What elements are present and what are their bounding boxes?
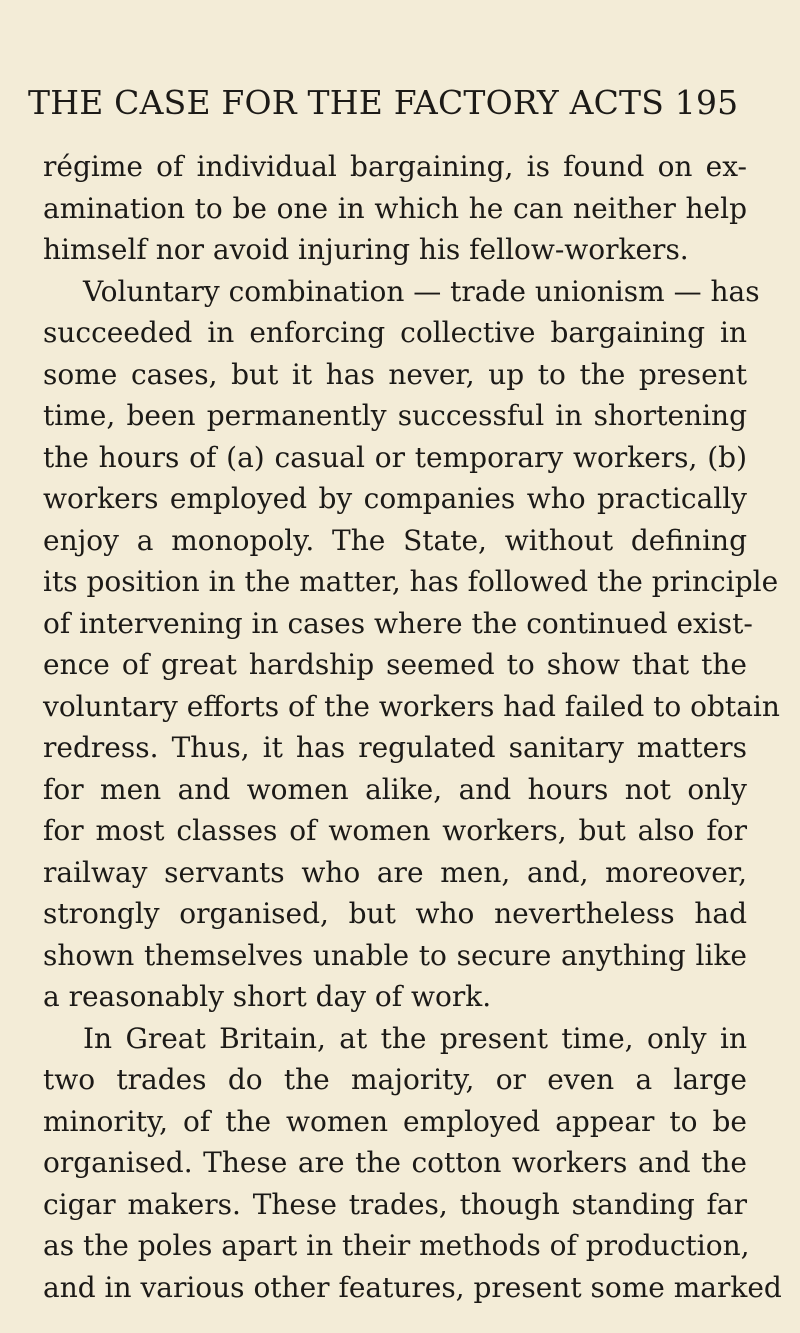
text-line: the hours of (a) casual or temporary workers, (b) (43, 440, 747, 474)
text-line: strongly organised, but who nevertheless had (43, 897, 747, 930)
text-line: In Great Britain, at the present time, only in (83, 1021, 747, 1055)
text-line: and in various other features, present some marked (43, 1270, 782, 1304)
text-line: its position in the matter, has followed the principle (43, 565, 779, 598)
text-line: enjoy a monopoly. The State, without defining (43, 523, 747, 557)
text-line: ence of great hardship seemed to show that the (43, 648, 747, 681)
text-line: minority, of the women employed appear to be (43, 1104, 747, 1138)
text-line: cigar makers. These trades, though standing far (43, 1187, 747, 1221)
text-line: for most classes of women workers, but also for (43, 814, 747, 847)
text-line: redress. Thus, it has regulated sanitary matters (43, 731, 747, 764)
text-line: railway servants who are men, and, moreover, (43, 855, 747, 889)
text-line: workers employed by companies who practically (43, 482, 747, 515)
text-line: for men and women alike, and hours not only (43, 772, 747, 806)
text-line: régime of individual bargaining, is found on ex- (43, 150, 747, 183)
text-line: succeeded in enforcing collective bargaining in (43, 316, 747, 349)
text-line: some cases, but it has never, up to the present (43, 357, 747, 391)
text-line: of intervening in cases where the continued exist- (43, 606, 753, 640)
text-line: himself nor avoid injuring his fellow-workers. (43, 233, 689, 266)
text-line: organised. These are the cotton workers and the (43, 1146, 747, 1179)
text-line: time, been permanently successful in shortening (43, 399, 747, 432)
text-line: amination to be one in which he can neither help (43, 191, 747, 225)
text-line: shown themselves unable to secure anything like (43, 938, 747, 972)
text-line: two trades do the majority, or even a large (43, 1063, 747, 1096)
running-head: THE CASE FOR THE FACTORY ACTS 195 (28, 83, 739, 122)
text-line: as the poles apart in their methods of production, (43, 1229, 750, 1262)
body-text (43, 146, 782, 1308)
text-line: voluntary efforts of the workers had failed to obtain (43, 689, 780, 723)
text-line: Voluntary combination — trade unionism — has (83, 274, 760, 308)
text-line: a reasonably short day of work. (43, 980, 492, 1013)
